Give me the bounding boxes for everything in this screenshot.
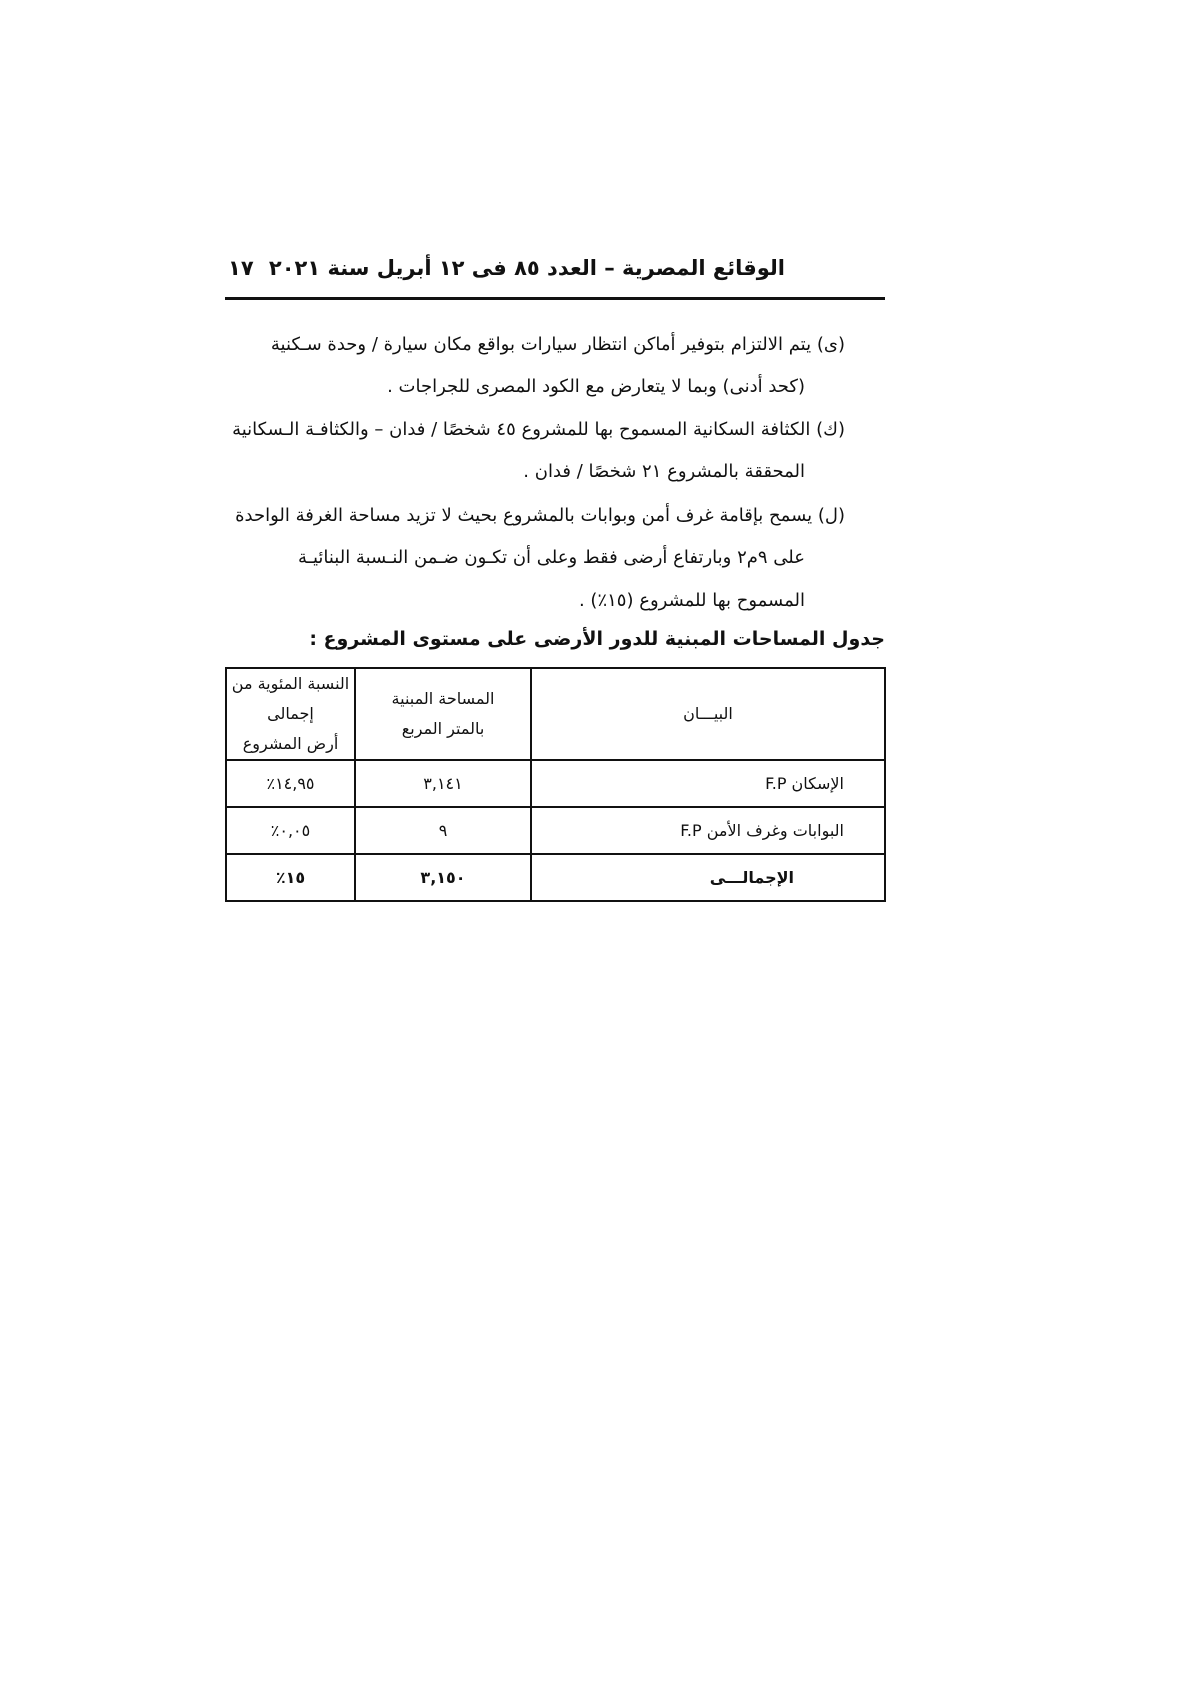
table-header-row (226, 668, 885, 760)
paragraph-ya-line-1: (ى) يتم الالتزام بتوفير أماكن انتظار سيارات بواقع مكان سيارة / وحدة سـكنية (270, 334, 845, 355)
row-area: ٣,١٤١ (355, 760, 531, 807)
built-areas-table (225, 667, 886, 902)
table-row (226, 760, 885, 807)
header-divider (225, 297, 885, 300)
paragraph-ya-line-2: (كحد أدنى) وبما لا يتعارض مع الكود المصرى للجراجات . (387, 376, 805, 397)
table-row (226, 807, 885, 854)
paragraph-lam-line-3: المسموح بها للمشروع (١٥٪) . (578, 590, 805, 611)
paragraph-lam-line-1: (ل) يسمح بإقامة غرف أمن وبوابات بالمشروع بحيث لا تزيد مساحة الغرفة الواحدة (235, 505, 845, 526)
header-built-area: المساحة المبنية بالمتر المربع (355, 668, 531, 760)
paragraph-lam-line-2: على ٩م٢ وبارتفاع أرضى فقط وعلى أن تكـون ضـمن النـسبة البنائيـة (298, 547, 805, 568)
paragraph-kaf-line-2: المحققة بالمشروع ٢١ شخصًا / فدان . (523, 461, 805, 482)
total-label: الإجمالـــى (531, 854, 885, 901)
header-percentage: النسبة المئوية من إجمالى أرض المشروع (226, 668, 355, 760)
row-percentage: ٠,٠٥٪ (226, 807, 355, 854)
page-number: ١٧ (228, 256, 254, 280)
row-area: ٩ (355, 807, 531, 854)
table-title: جدول المساحات المبنية للدور الأرضى على مستوى المشروع : (309, 628, 885, 650)
total-percentage: ١٥٪ (226, 854, 355, 901)
paragraph-kaf-line-1: (ك) الكثافة السكانية المسموح بها للمشروع ٤٥ شخصًا / فدان – والكثافـة الـسكانية (232, 419, 845, 440)
row-description: البوابات وغرف الأمن F.P (531, 807, 885, 854)
total-area: ٣,١٥٠ (355, 854, 531, 901)
header-description: البيـــان (531, 668, 885, 760)
row-percentage: ١٤,٩٥٪ (226, 760, 355, 807)
page-header-title: الوقائع المصرية – العدد ٨٥ فى ١٢ أبريل سنة ٢٠٢١ (268, 256, 785, 280)
table-total-row (226, 854, 885, 901)
row-description: الإسكان F.P (531, 760, 885, 807)
